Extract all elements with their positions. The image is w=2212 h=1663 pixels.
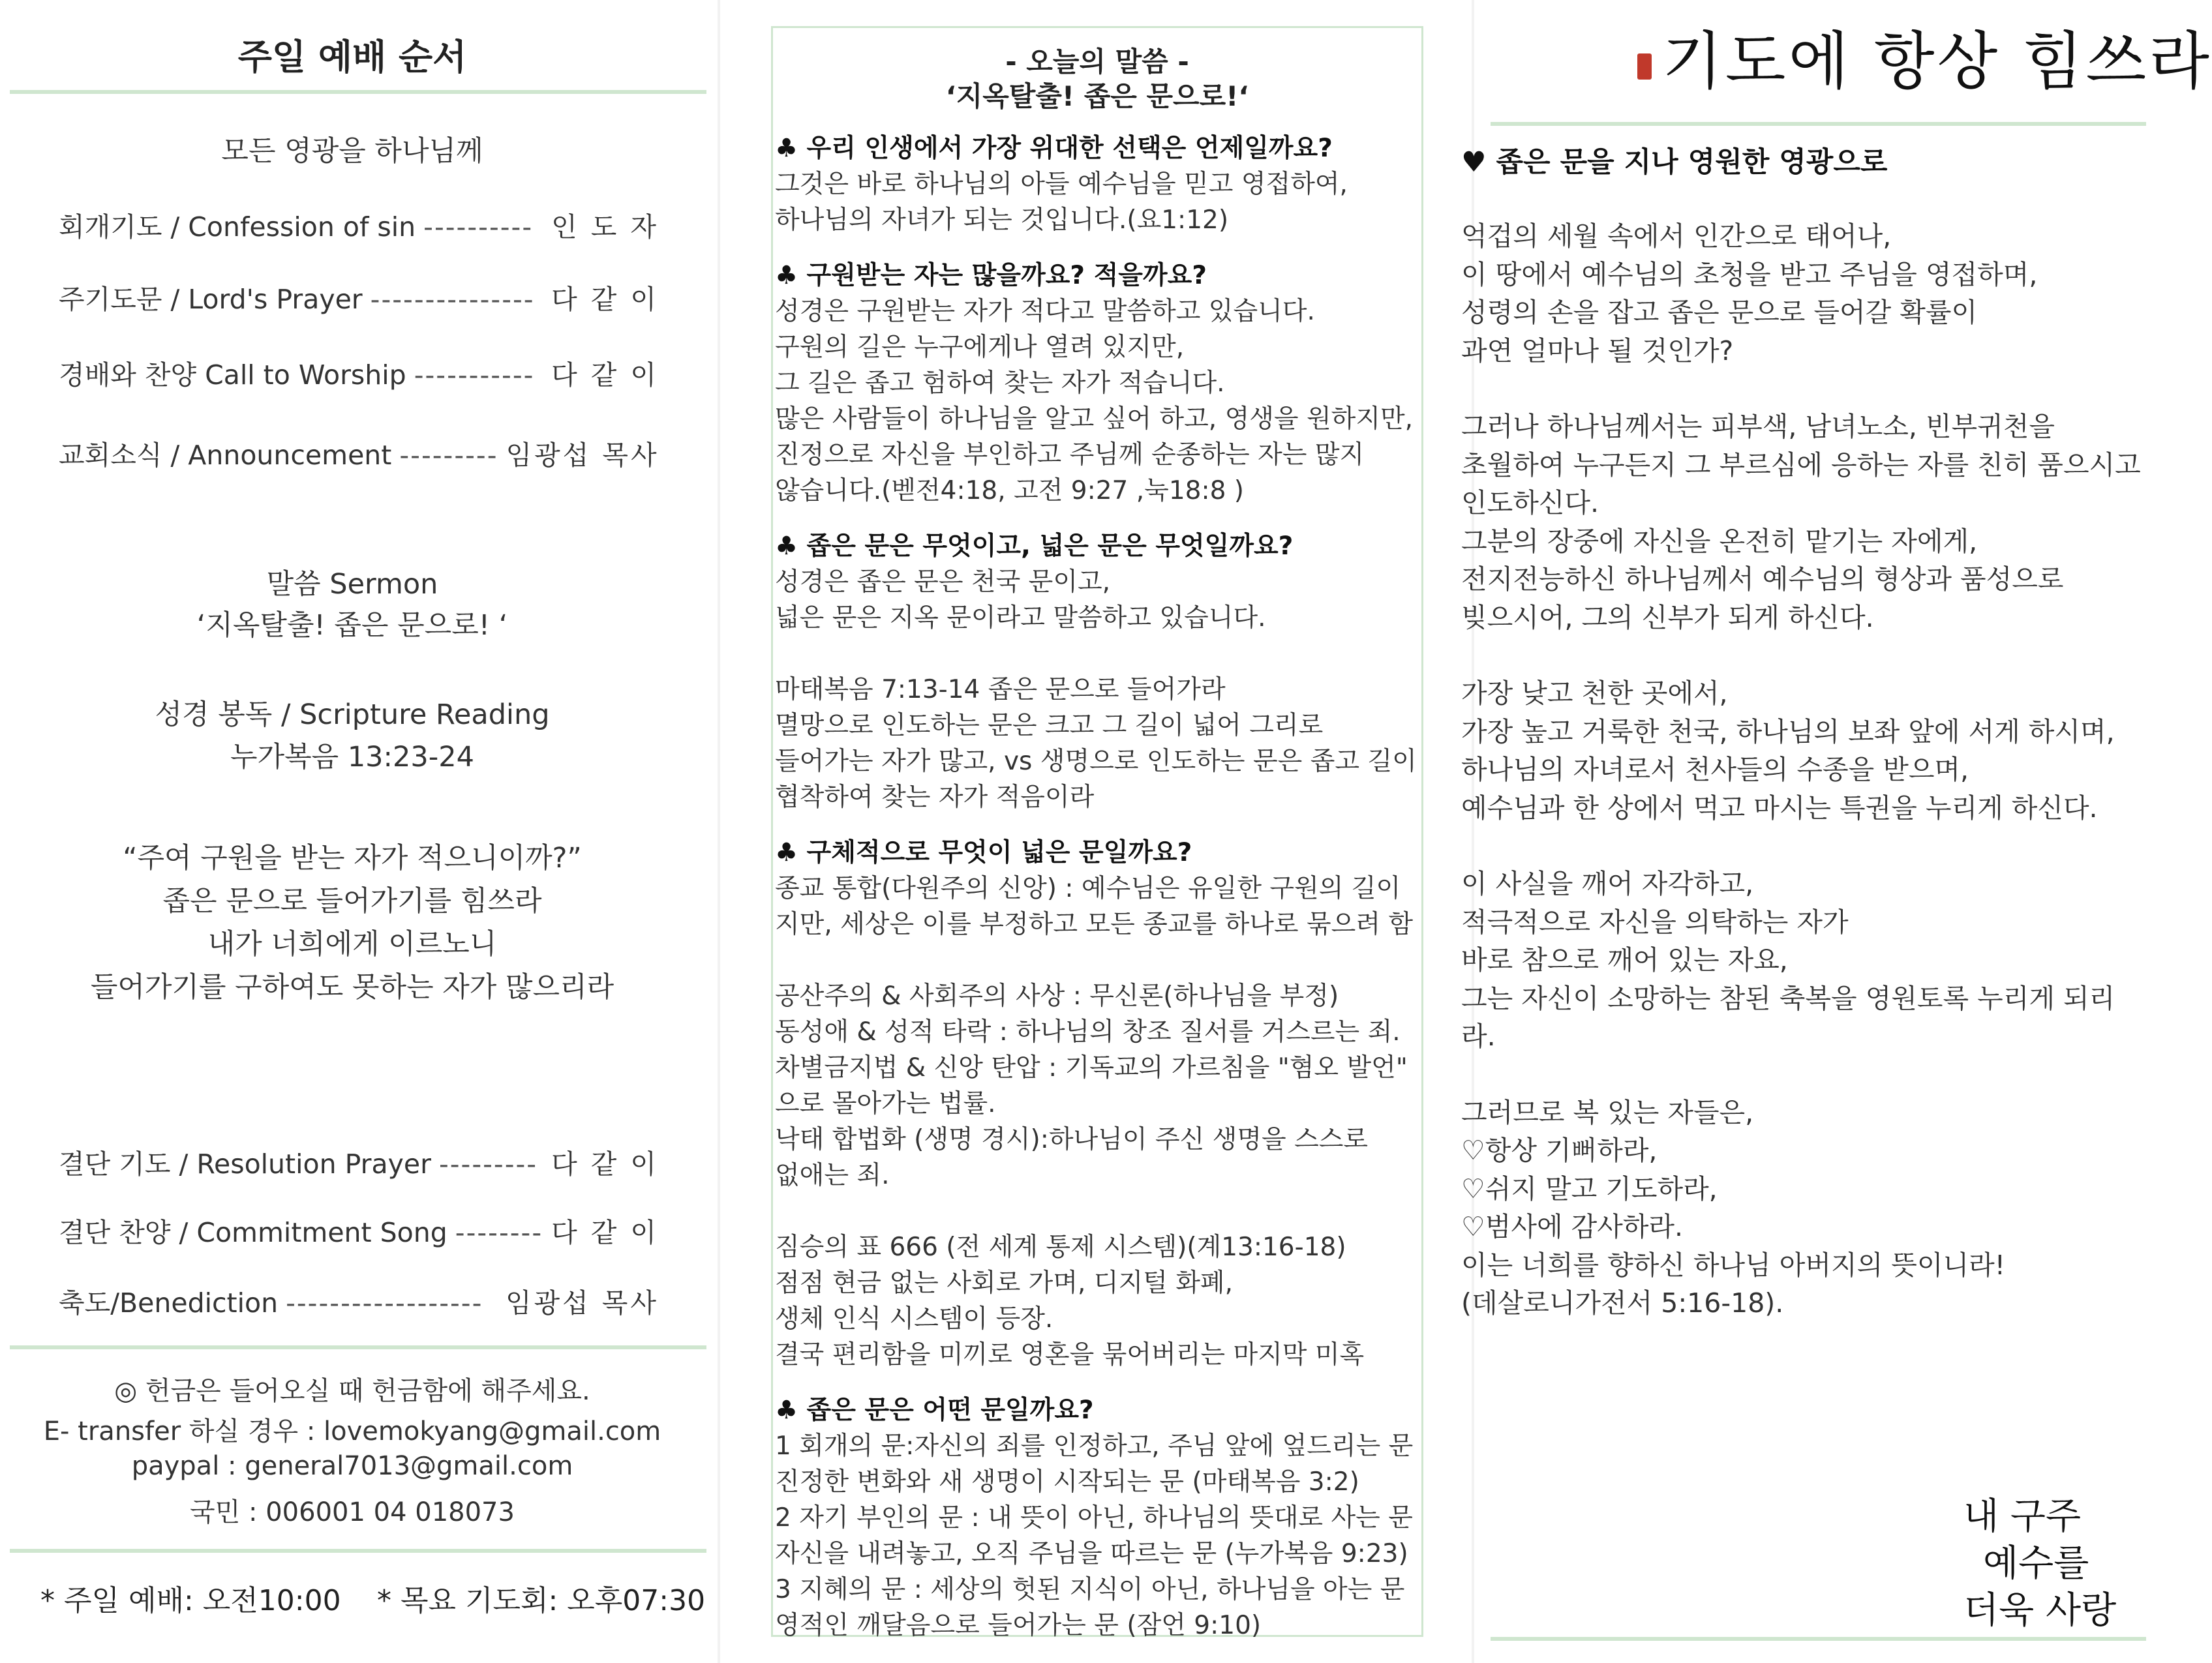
answer-line: 넓은 문은 지옥 문이라고 말씀하고 있습니다. [775, 603, 1266, 633]
qa-block [775, 1392, 1421, 1643]
order-leader: --------- [399, 440, 498, 471]
offering-note: ◎ 헌금은 들어오실 때 헌금함에 해주세요. [114, 1376, 590, 1406]
answer-line: 구원의 길은 누구에게나 열려 있지만, [775, 333, 1185, 362]
answer-line: 결국 편리함을 미끼로 영혼을 묶어버리는 마지막 미혹 [775, 1340, 1365, 1370]
verse-line: 좁은 문으로 들어가기를 힘쓰라 [162, 885, 542, 918]
order-item [59, 205, 659, 244]
meditation-body [1461, 217, 2146, 1360]
question: ♣ 좁은 문은 어떤 문일까요? [775, 1396, 1094, 1425]
qa-block [775, 528, 1421, 815]
order-item [59, 1281, 659, 1320]
order-leader-name: 다 같 이 [551, 1148, 659, 1180]
answer-line: 동성애 & 성적 타락 : 하나님의 창조 질서를 거스르는 죄. [775, 1017, 1401, 1047]
text-line: 그러므로 복 있는 자들은, [1461, 1096, 1754, 1128]
answer-line: 자신을 내려놓고, 오직 주님을 따르는 문 (누가복음 9:23) [775, 1539, 1408, 1568]
answer-line: 짐승의 표 666 (전 세계 통제 시스템)(계13:16-18) [775, 1233, 1346, 1262]
title-underline [10, 90, 706, 94]
page-title: 주일 예배 순서 [237, 37, 467, 78]
order-leader: ---------- [423, 211, 534, 243]
paragraph [1461, 674, 2146, 827]
order-leader: -------- [455, 1217, 543, 1248]
answer-line: 1 회개의 문:자신의 죄를 인정하고, 주님 앞에 엎드리는 문 [775, 1431, 1414, 1461]
text-line: 과연 얼마나 될 것인가? [1461, 335, 1734, 367]
text-line: 바로 참으로 깨어 있는 자요, [1461, 944, 1788, 976]
order-item [59, 353, 659, 392]
banner-underline [1491, 122, 2146, 126]
footer-underline [1491, 1637, 2146, 1641]
order-item [59, 1143, 659, 1181]
calligraphy-text: 기도에 항상 힘쓰라 [1662, 25, 2212, 98]
text-line: 가장 높고 거룩한 천국, 하나님의 보좌 앞에 서게 하시며, [1461, 715, 2115, 747]
order-item [59, 434, 659, 472]
paragraph [1461, 865, 2146, 1056]
text-line: ♡범사에 감사하라. [1461, 1211, 1684, 1242]
text-line: 하나님의 자녀로서 천사들의 수종을 받으며, [1461, 754, 1969, 785]
order-leader-name: 다 같 이 [551, 359, 659, 391]
text-line: 적극적으로 자신을 의탁하는 자가 [1461, 906, 1849, 938]
sermon-label: 말씀 Sermon [266, 568, 438, 601]
answer-line: 3 지혜의 문 : 세상의 헛된 지식이 아닌, 하나님을 아는 문 [775, 1575, 1405, 1604]
text-line: ♡쉬지 말고 기도하라, [1461, 1173, 1718, 1205]
answer-line: 영적인 깨달음으로 들어가는 문 (잠언 9:10) [775, 1611, 1262, 1640]
answer-line: 생체 인식 시스템이 등장. [775, 1304, 1053, 1334]
answer-line: 종교 통합(다원주의 신앙) : 예수님은 유일한 구원의 길이 [775, 874, 1401, 903]
answer-line: 낙태 합법화 (생명 경시):하나님이 주신 생명을 스스로 [775, 1125, 1369, 1154]
answer-line: 협착하여 찾는 자가 적음이라 [775, 783, 1095, 812]
text-line: 이 땅에서 예수님의 초청을 받고 주님을 영접하며, [1461, 258, 2038, 290]
paragraph [1461, 1094, 2146, 1323]
order-leader-name: 임광섭 목사 [505, 1287, 659, 1319]
sermon-title: ‘지옥탈출! 좁은 문으로! ‘ [196, 609, 508, 642]
red-seal-stamp [1637, 53, 1652, 80]
section-divider [10, 1345, 706, 1349]
order-label: 교회소식 / Announcement [59, 440, 392, 471]
todays-word-title: ‘지옥탈출! 좁은 문으로!‘ [945, 80, 1249, 112]
etransfer-info: E- transfer 하실 경우 : lovemokyang@gmail.com [43, 1416, 661, 1446]
answer-line: 하나님의 자녀가 되는 것입니다.(요1:12) [775, 205, 1229, 235]
answer-line: 지만, 세상은 이를 부정하고 모든 종교를 하나로 묶으려 함 [775, 910, 1414, 939]
order-label: 축도/Benediction [59, 1287, 279, 1319]
answer-line: 진정으로 자신을 부인하고 주님께 순종하는 자는 많지 [775, 440, 1365, 470]
answer-line: 으로 몰아가는 법률. [775, 1089, 996, 1118]
answer-line: 없애는 죄. [775, 1161, 890, 1190]
calligraphy-signature [1963, 1493, 2133, 1634]
paypal-info: paypal : general7013@gmail.com [131, 1451, 573, 1481]
todays-word-header: - 오늘의 말씀 - [1005, 46, 1189, 78]
text-line: 그분의 장중에 자신을 온전히 맡기는 자에게, [1461, 525, 1978, 557]
paragraph [1461, 408, 2146, 637]
verse-line: 내가 너희에게 이르노니 [207, 928, 497, 961]
order-leader: ------------------ [286, 1287, 483, 1319]
glory-line: 모든 영광을 하나님께 [221, 135, 483, 168]
order-label: 주기도문 / Lord's Prayer [59, 284, 363, 315]
qa-block [775, 835, 1421, 1373]
bank-account-info: 국민 : 006001 04 018073 [190, 1497, 515, 1527]
answer-line: 2 자기 부인의 문 : 내 뜻이 아닌, 하나님의 뜻대로 사는 문 [775, 1503, 1413, 1533]
order-leader-name: 임광섭 목사 [506, 440, 659, 471]
order-leader-name: 인 도 자 [551, 211, 659, 243]
answer-line: 많은 사람들이 하나님을 알고 싶어 하고, 영생을 원하지만, [775, 404, 1414, 434]
qa-block [775, 130, 1421, 238]
answer-line: 들어가는 자가 많고, vs 생명으로 인도하는 문은 좁고 길이 [775, 747, 1417, 776]
signature-line: 내 구주 [1963, 1495, 2082, 1538]
order-item [59, 1211, 659, 1250]
text-line: 이는 너희를 향하신 하나님 아버지의 뜻이니라! [1461, 1249, 2006, 1281]
answer-line: 그 길은 좁고 험하여 찾는 자가 적습니다. [775, 368, 1225, 398]
text-line: 예수님과 한 상에서 먹고 마시는 특권을 누리게 하신다. [1461, 792, 2098, 824]
answer-line: 차별금지법 & 신앙 탄압 : 기독교의 가르침을 "혐오 발언" [775, 1053, 1408, 1083]
answer-line: 멸망으로 인도하는 문은 크고 그 길이 넓어 그리로 [775, 711, 1324, 740]
text-line: 초월하여 누구든지 그 부르심에 응하는 자를 친히 품으시고 [1461, 449, 2141, 481]
signature-line: 더욱 사랑 [1963, 1589, 2117, 1632]
text-line: 전지전능하신 하나님께서 예수님의 형상과 품성으로 [1461, 563, 2064, 595]
text-line: 이 사실을 깨어 자각하고, [1461, 868, 1754, 899]
thursday-prayer-time: * 목요 기도회: 오후07:30 [377, 1584, 706, 1617]
order-label: 경배와 찬양 Call to Worship [59, 359, 406, 391]
answer-line: 성경은 구원받는 자가 적다고 말씀하고 있습니다. [775, 297, 1315, 326]
answer-line: 진정한 변화와 새 생명이 시작되는 문 (마태복음 3:2) [775, 1467, 1359, 1497]
order-leader: --------------- [370, 284, 535, 315]
meditation-heading: ♥ 좁은 문을 지나 영원한 영광으로 [1461, 146, 1888, 179]
answer-line: 마태복음 7:13-14 좁은 문으로 들어가라 [775, 675, 1226, 704]
order-label: 회개기도 / Confession of sin [59, 211, 416, 243]
question: ♣ 구원받는 자는 많을까요? 적을까요? [775, 261, 1207, 290]
order-leader: ----------- [414, 359, 535, 391]
answer-line: 그것은 바로 하나님의 아들 예수님을 믿고 영접하여, [775, 170, 1348, 199]
question: ♣ 우리 인생에서 가장 위대한 선택은 언제일까요? [775, 134, 1333, 163]
text-line: 인도하신다. [1461, 487, 1599, 518]
question: ♣ 구체적으로 무엇이 넓은 문일까요? [775, 838, 1192, 867]
scripture-label: 성경 봉독 / Scripture Reading [155, 698, 550, 731]
order-label: 결단 찬양 / Commitment Song [59, 1217, 447, 1248]
text-line: 그는 자신이 소망하는 참된 축복을 영원토록 누리게 되리라. [1461, 982, 2115, 1052]
order-leader: --------- [438, 1148, 538, 1180]
calligraphy-banner [1637, 12, 2212, 101]
answer-line: 점점 현금 없는 사회로 가며, 디지털 화폐, [775, 1268, 1233, 1298]
verse-line: 들어가기를 구하여도 못하는 자가 많으리라 [90, 971, 614, 1004]
text-line: 그러나 하나님께서는 피부색, 남녀노소, 빈부귀천을 [1461, 411, 2055, 442]
verse-line: “주여 구원을 받는 자가 적으니이까?” [123, 842, 582, 875]
sermon-body [775, 130, 1421, 1663]
section-divider [10, 1549, 706, 1553]
text-line: 빚으시어, 그의 신부가 되게 하신다. [1461, 601, 1874, 633]
order-item [59, 278, 659, 316]
order-label: 결단 기도 / Resolution Prayer [59, 1148, 431, 1180]
answer-line: 않습니다.(벧전4:18, 고전 9:27 ,눅18:8 ) [775, 476, 1245, 505]
sunday-service-time: * 주일 예배: 오전10:00 [40, 1584, 341, 1617]
question: ♣ 좁은 문은 무엇이고, 넓은 문은 무엇일까요? [775, 532, 1294, 561]
order-leader-name: 다 같 이 [551, 284, 659, 315]
paragraph [1461, 217, 2146, 370]
signature-line: 예수를 [1983, 1542, 2089, 1585]
text-line: (데살로니가전서 5:16-18). [1461, 1287, 1784, 1319]
qa-block [775, 258, 1421, 509]
text-line: 가장 낮고 천한 곳에서, [1461, 678, 1728, 709]
text-line: 억겁의 세월 속에서 인간으로 태어나, [1461, 220, 1892, 252]
scripture-reference: 누가복음 13:23-24 [230, 741, 474, 773]
text-line: 성령의 손을 잡고 좁은 문으로 들어갈 확률이 [1461, 297, 1978, 328]
answer-line: 공산주의 & 사회주의 사상 : 무신론(하나님을 부정) [775, 981, 1339, 1011]
answer-line: 성경은 좁은 문은 천국 문이고, [775, 567, 1111, 597]
order-leader-name: 다 같 이 [551, 1217, 659, 1248]
text-line: ♡항상 기뻐하라, [1461, 1135, 1658, 1166]
